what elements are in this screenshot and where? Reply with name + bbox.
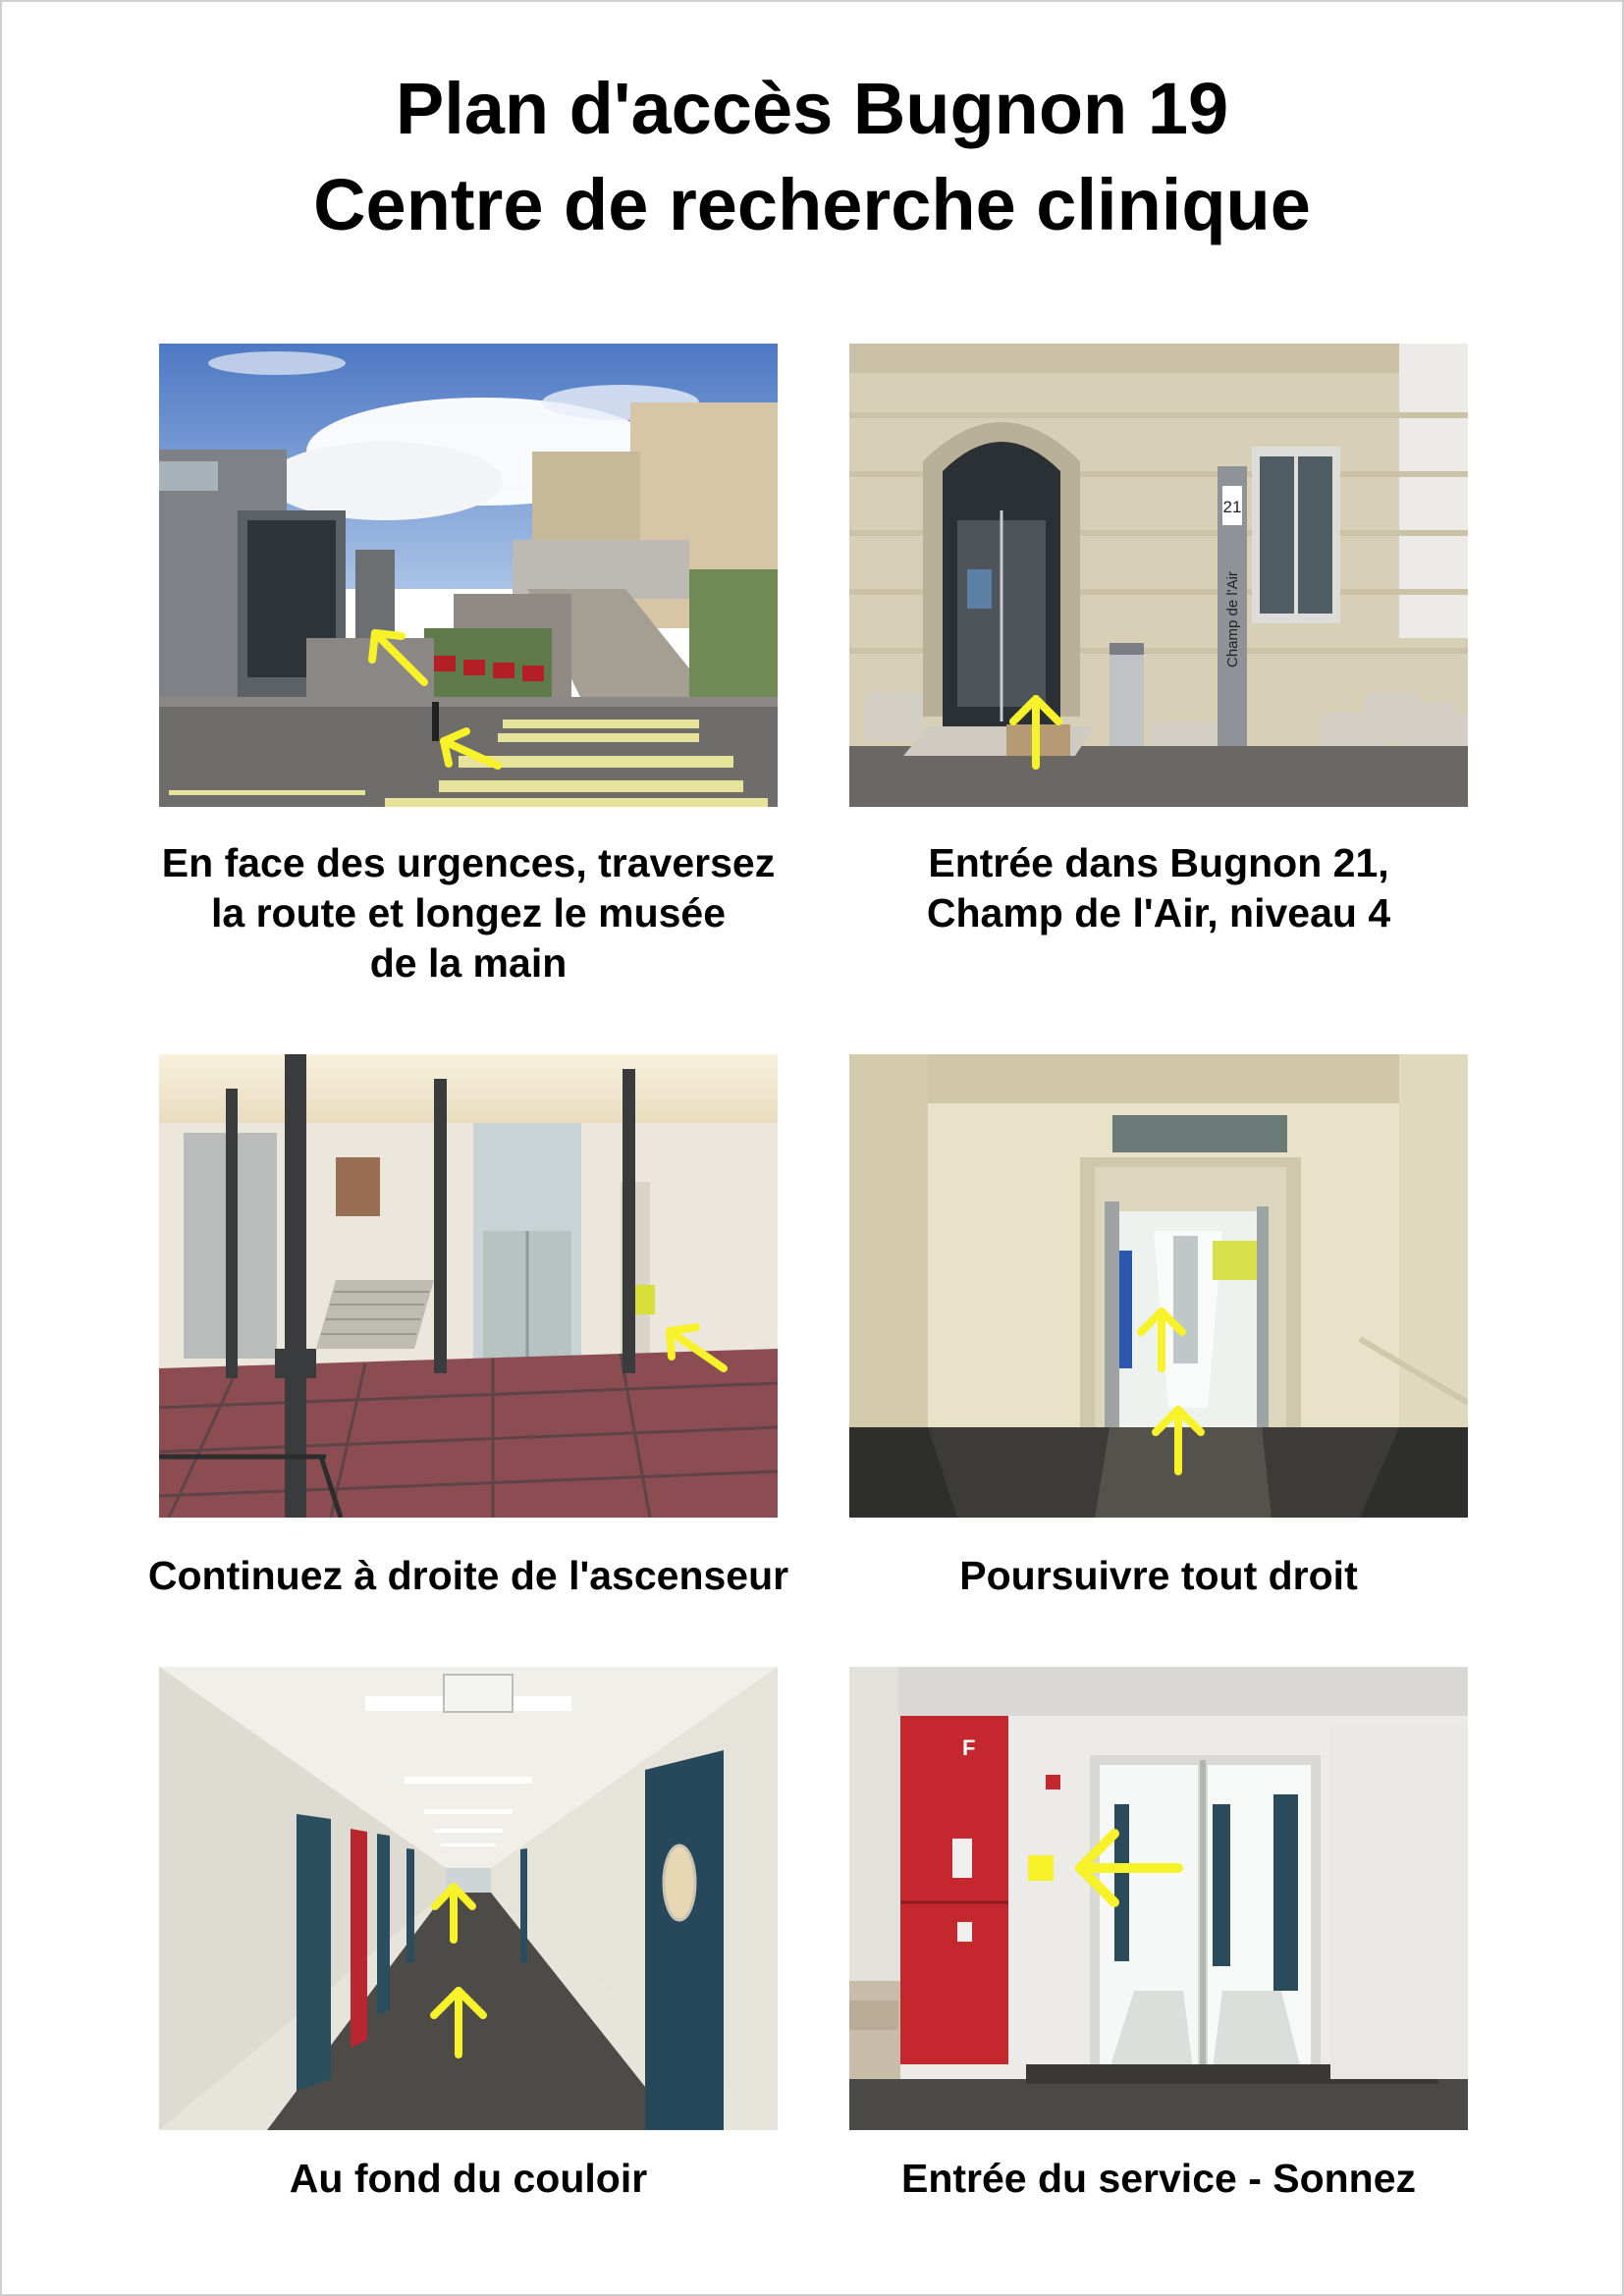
caption-step-1 xyxy=(125,838,812,988)
caption-step-5 xyxy=(125,2154,812,2204)
caption-line: En face des urgences, traversez xyxy=(161,840,776,885)
service-entrance-scene xyxy=(849,1667,1468,2130)
caption-line: Entrée dans Bugnon 21, xyxy=(928,840,1389,885)
photo-building-entrance xyxy=(849,344,1468,807)
corridor-doors-scene xyxy=(849,1054,1468,1518)
page-subtitle: Centre de recherche clinique xyxy=(313,164,1311,245)
caption-line: la route et longez le musée xyxy=(210,890,727,935)
caption-line: Poursuivre tout droit xyxy=(959,1553,1358,1598)
long-corridor-scene xyxy=(159,1667,778,2130)
photo-long-corridor xyxy=(159,1667,778,2130)
caption-step-6 xyxy=(815,2154,1502,2204)
cabinet-letter: F xyxy=(962,1735,976,1760)
photo-lobby-elevator xyxy=(159,1054,778,1518)
caption-step-3 xyxy=(125,1551,812,1601)
caption-step-2 xyxy=(815,838,1502,938)
street-scene xyxy=(159,344,778,807)
entrance-scene xyxy=(849,344,1468,807)
photo-service-entrance xyxy=(849,1667,1468,2130)
building-number: 21 xyxy=(1222,498,1242,516)
caption-step-4 xyxy=(815,1551,1502,1601)
caption-line: de la main xyxy=(369,940,568,986)
photo-street-crossing xyxy=(159,344,778,807)
page-title: Plan d'accès Bugnon 19 xyxy=(395,68,1229,149)
lobby-scene xyxy=(159,1054,778,1518)
caption-line: Entrée du service - Sonnez xyxy=(900,2156,1417,2201)
caption-line: Au fond du couloir xyxy=(289,2156,648,2201)
bell-square-icon xyxy=(1028,1855,1054,1881)
building-sign-text: Champ de l'Air xyxy=(1224,571,1241,667)
caption-line: Champ de l'Air, niveau 4 xyxy=(926,890,1391,935)
caption-line: Continuez à droite de l'ascenseur xyxy=(147,1553,789,1598)
photo-corridor-doors xyxy=(849,1054,1468,1518)
